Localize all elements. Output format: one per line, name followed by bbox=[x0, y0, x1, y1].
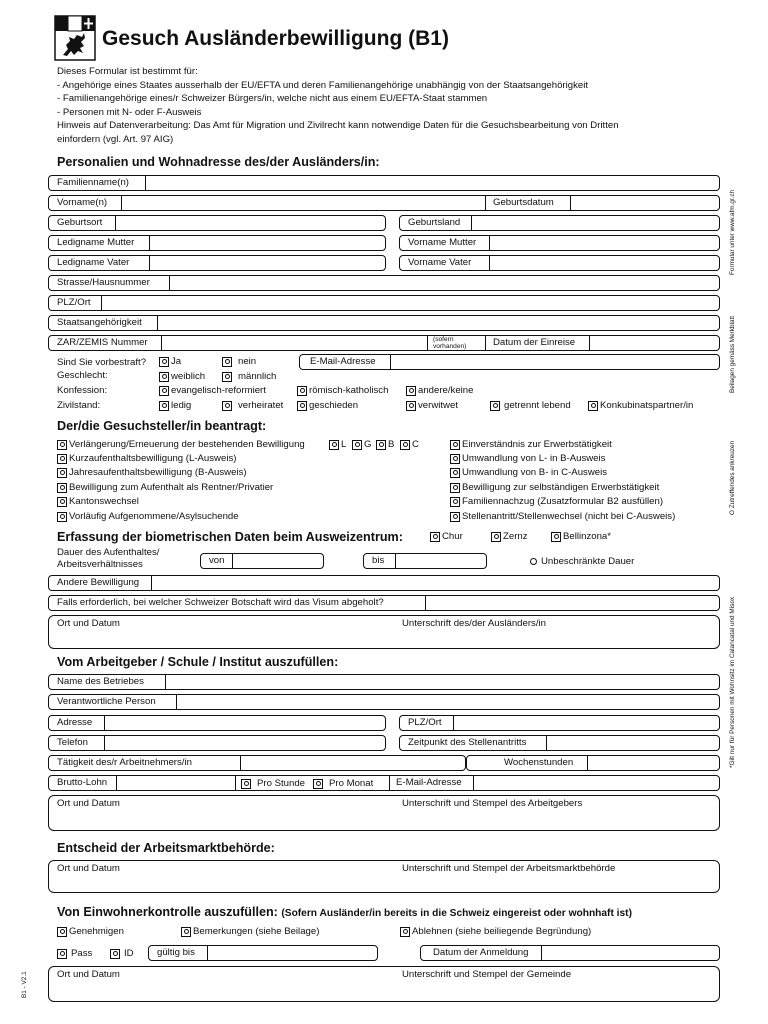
verheiratet-checkbox[interactable]: verheiratet bbox=[222, 400, 283, 411]
ag-adresse-field[interactable]: Adresse bbox=[48, 715, 386, 731]
geburtsland-field[interactable]: Geburtsland bbox=[399, 215, 720, 231]
lohn-field[interactable]: Brutto-Lohn Pro Stunde Pro Monat E-Mail-Adresse bbox=[48, 775, 720, 791]
vorname-mutter-field[interactable]: Vorname Mutter bbox=[399, 235, 720, 251]
type-b-checkbox[interactable]: B bbox=[376, 439, 394, 450]
unterschrift-label: Unterschrift des/der Ausländers/in bbox=[402, 618, 546, 629]
botschaft-field[interactable]: Falls erforderlich, bei welcher Schweizer Botschaft wird das Visum abgeholt? bbox=[48, 595, 720, 611]
maennlich-checkbox[interactable]: männlich bbox=[222, 371, 276, 382]
pro-stunde-checkbox[interactable]: Pro Stunde bbox=[241, 778, 305, 789]
anmeldung-field[interactable]: Datum der Anmeldung bbox=[420, 945, 720, 961]
verwitwet-checkbox[interactable]: verwitwet bbox=[406, 400, 458, 411]
jahresaufenthalt-checkbox[interactable]: Jahresaufenthaltsbewilligung (B-Ausweis) bbox=[57, 467, 247, 478]
unbeschraenkt-radio[interactable]: Unbeschränkte Dauer bbox=[530, 556, 634, 567]
form-version: B1 - V2.1 bbox=[21, 971, 28, 998]
geburtsort-field[interactable]: Geburtsort bbox=[48, 215, 386, 231]
strasse-field[interactable]: Strasse/Hausnummer bbox=[48, 275, 720, 291]
evangelisch-checkbox[interactable]: evangelisch-reformiert bbox=[159, 385, 266, 396]
wochenstunden-field[interactable]: Wochenstunden bbox=[466, 755, 720, 771]
stellenantritt-checkbox[interactable]: Stellenantritt/Stellenwechsel (nicht bei C-Ausweis) bbox=[450, 511, 675, 522]
betrieb-field[interactable]: Name des Betriebes bbox=[48, 674, 720, 690]
kantonswechsel-checkbox[interactable]: Kantonswechsel bbox=[57, 496, 139, 507]
ort-datum-label: Ort und Datum bbox=[57, 618, 120, 629]
verlaengerung-checkbox[interactable]: Verlängerung/Erneuerung der bestehenden Bewilligung bbox=[57, 439, 305, 450]
ledigname-mutter-field[interactable]: Ledigname Mutter bbox=[48, 235, 386, 251]
dauer-von-field[interactable]: von bbox=[200, 553, 324, 569]
dauer-bis-field[interactable]: bis bbox=[363, 553, 487, 569]
asylsuchende-checkbox[interactable]: Vorläufig Aufgenommene/Asylsuchende bbox=[57, 511, 239, 522]
canton-logo bbox=[54, 15, 96, 61]
kurzaufenthalt-checkbox[interactable]: Kurzaufenthaltsbewilligung (L-Ausweis) bbox=[57, 453, 236, 464]
geschieden-checkbox[interactable]: geschieden bbox=[297, 400, 358, 411]
side-note-website: Formular unter www.afm.gr.ch bbox=[729, 189, 736, 275]
vorbestraft-label: Sind Sie vorbestraft? bbox=[57, 357, 147, 368]
signature-arbeitgeber-box[interactable]: Ort und Datum Unterschrift und Stempel des Arbeitgebers bbox=[48, 795, 720, 831]
chur-checkbox[interactable]: Chur bbox=[430, 531, 463, 542]
selbstaendig-checkbox[interactable]: Bewilligung zur selbständigen Erwerbstätigkeit bbox=[450, 482, 659, 493]
ag-email-label: E-Mail-Adresse bbox=[396, 777, 462, 788]
section-biometrie-title: Erfassung der biometrischen Daten beim Ausweizentrum: bbox=[57, 530, 403, 544]
getrennt-checkbox[interactable]: getrennt lebend bbox=[490, 400, 571, 411]
dauer-label: Dauer des Aufenthaltes/ Arbeitsverhältnisses bbox=[57, 547, 160, 570]
umwandlung-l-b-checkbox[interactable]: Umwandlung von L- in B-Ausweis bbox=[450, 453, 605, 464]
side-note-calancatal: *Gilt nur für Personen mit Wohnsitz im Calancatal und Misox bbox=[729, 596, 736, 768]
ledig-checkbox[interactable]: ledig bbox=[159, 400, 191, 411]
weiblich-checkbox[interactable]: weiblich bbox=[159, 371, 205, 382]
geschlecht-label: Geschlecht: bbox=[57, 370, 108, 381]
konkubinat-checkbox[interactable]: Konkubinatspartner/in bbox=[588, 400, 693, 411]
staatsangehoerigkeit-field[interactable]: Staatsangehörigkeit bbox=[48, 315, 720, 331]
section-arbeitsmarkt-title: Entscheid der Arbeitsmarktbehörde: bbox=[57, 841, 275, 855]
signature-auslaender-box[interactable] bbox=[48, 615, 720, 649]
ablehnen-checkbox[interactable]: Ablehnen (siehe beiliegende Begründung) bbox=[400, 926, 591, 937]
page-title: Gesuch Ausländerbewilligung (B1) bbox=[102, 27, 449, 50]
andere-konfession-checkbox[interactable]: andere/keine bbox=[406, 385, 473, 396]
section-personalien-title: Personalien und Wohnadresse des/der Ausländers/in: bbox=[57, 155, 380, 169]
familiennachzug-checkbox[interactable]: Familiennachzug (Zusatzformular B2 ausfüllen) bbox=[450, 496, 663, 507]
verantwortliche-person-field[interactable]: Verantwortliche Person bbox=[48, 694, 720, 710]
plz-ort-field[interactable]: PLZ/Ort bbox=[48, 295, 720, 311]
sofern-note: (sofern vorhanden) bbox=[433, 336, 467, 350]
umwandlung-b-c-checkbox[interactable]: Umwandlung von B- in C-Ausweis bbox=[450, 467, 607, 478]
bemerkungen-checkbox[interactable]: Bemerkungen (siehe Beilage) bbox=[181, 926, 319, 937]
pass-checkbox[interactable]: Pass bbox=[57, 948, 92, 959]
type-g-checkbox[interactable]: G bbox=[352, 439, 371, 450]
ag-telefon-field[interactable]: Telefon bbox=[48, 735, 386, 751]
katholisch-checkbox[interactable]: römisch-katholisch bbox=[297, 385, 388, 396]
vorbestraft-nein-checkbox[interactable]: nein bbox=[222, 356, 256, 367]
email-field[interactable]: E-Mail-Adresse bbox=[299, 354, 720, 370]
vorname-vater-field[interactable]: Vorname Vater bbox=[399, 255, 720, 271]
side-note-beilagen: Beilagen gemäss Merkblatt bbox=[729, 315, 736, 393]
vorbestraft-ja-checkbox[interactable]: Ja bbox=[159, 356, 181, 367]
genehmigen-checkbox[interactable]: Genehmigen bbox=[57, 926, 124, 937]
vorname-field[interactable]: Vorname(n) Geburtsdatum bbox=[48, 195, 720, 211]
section-arbeitgeber-title: Vom Arbeitgeber / Schule / Institut auszufüllen: bbox=[57, 655, 339, 669]
stellenantritt-field[interactable]: Zeitpunkt des Stellenantritts bbox=[399, 735, 720, 751]
pro-monat-checkbox[interactable]: Pro Monat bbox=[313, 778, 373, 789]
taetigkeit-field[interactable]: Tätigkeit des/r Arbeitnehmers/in bbox=[48, 755, 466, 771]
einreise-label: Datum der Einreise bbox=[493, 337, 576, 348]
andere-bewilligung-field[interactable]: Andere Bewilligung bbox=[48, 575, 720, 591]
side-note-ankreuzen: O Zutreffendes ankreuzen bbox=[729, 440, 736, 515]
gueltig-bis-field[interactable]: gültig bis bbox=[148, 945, 378, 961]
konfession-label: Konfession: bbox=[57, 385, 108, 396]
type-l-checkbox[interactable]: L bbox=[329, 439, 346, 450]
zar-zemis-field[interactable]: ZAR/ZEMIS Nummer (sofern vorhanden) Datum der Einreise bbox=[48, 335, 720, 351]
bellinzona-checkbox[interactable]: Bellinzona* bbox=[551, 531, 611, 542]
familienname-field[interactable]: Familienname(n) bbox=[48, 175, 720, 191]
signature-arbeitsmarkt-box[interactable]: Ort und Datum Unterschrift und Stempel der Arbeitsmarktbehörde bbox=[48, 860, 720, 893]
ledigname-vater-field[interactable]: Ledigname Vater bbox=[48, 255, 386, 271]
rentner-checkbox[interactable]: Bewilligung zum Aufenthalt als Rentner/Privatier bbox=[57, 482, 273, 493]
intro-text: Dieses Formular ist bestimmt für: - Angehörige eines Staates ausserhalb der EU/EFTA und deren Familienangehörige unabhängig von der Staatsangehörigkeit - Familienangehörige eines/r Schweizer Bürgers/in, welche nicht aus einem EU/EFTA-Staat stammen - Personen mit N- oder F-Ausweis Hinweis auf Datenverarbeitung: Das Amt für Migration und Zivilrecht kann notwendige Daten für die Gesuchsbearbeitung von Dritten einfordern (vgl. Art. 97 AIG) bbox=[57, 66, 619, 145]
signature-gemeinde-box[interactable]: Ort und Datum Unterschrift und Stempel der Gemeinde bbox=[48, 966, 720, 1002]
section-beantragt-title: Der/die Gesuchsteller/in beantragt: bbox=[57, 419, 267, 433]
ag-plz-field[interactable]: PLZ/Ort bbox=[399, 715, 720, 731]
zernz-checkbox[interactable]: Zernz bbox=[491, 531, 528, 542]
section-einwohnerkontrolle-title: Von Einwohnerkontrolle auszufüllen: (Sofern Ausländer/in bereits in die Schweiz eingereist oder wohnhaft ist) bbox=[57, 905, 632, 919]
id-checkbox[interactable]: ID bbox=[110, 948, 134, 959]
einverstaendnis-checkbox[interactable]: Einverständnis zur Erwerbstätigkeit bbox=[450, 439, 612, 450]
geburtsdatum-label: Geburtsdatum bbox=[493, 197, 554, 208]
type-c-checkbox[interactable]: C bbox=[400, 439, 419, 450]
zivilstand-label: Zivilstand: bbox=[57, 400, 101, 411]
